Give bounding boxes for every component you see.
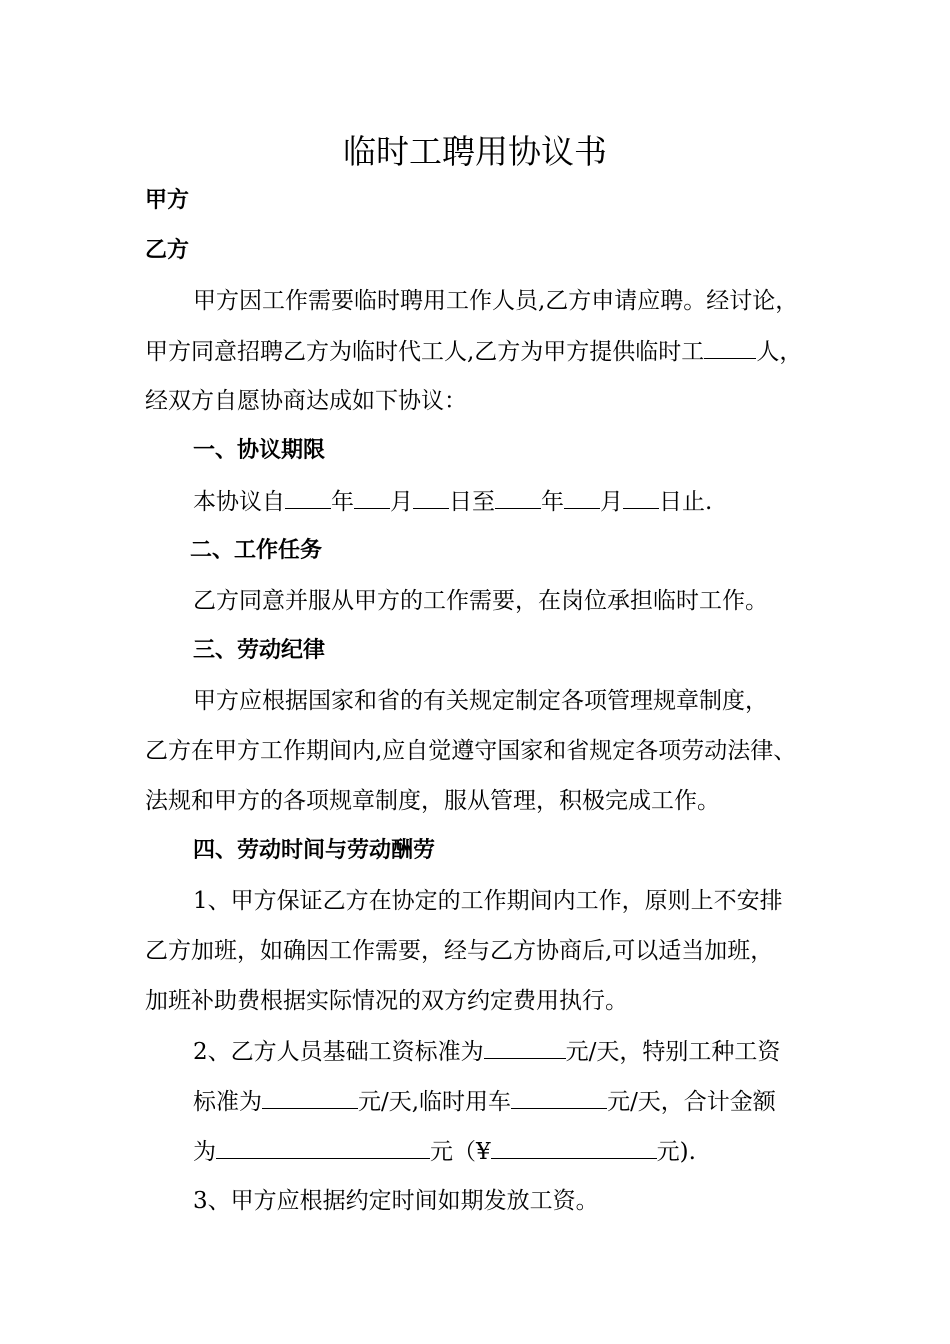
intro-line-1: 甲方因工作需要临时聘用工作人员,乙方申请应聘。经讨论， — [193, 288, 799, 314]
start-day-blank — [413, 486, 449, 509]
section-4-p2-line-1 — [193, 1036, 893, 1067]
vehicle-text: 元/天,临时用车 — [358, 1089, 512, 1115]
document-title: 临时工聘用协议书 — [343, 132, 607, 171]
section-4-p1-line-3: 加班补助费根据实际情况的双方约定费用执行。 — [145, 988, 628, 1014]
term-text-end: 日止. — [659, 489, 713, 515]
section-4-p2-line-2 — [193, 1086, 893, 1117]
section-4-p1-line-1: 1、甲方保证乙方在协定的工作期间内工作，原则上不安排 — [193, 888, 783, 914]
section-4-heading: 四、劳动时间与劳动酬劳 — [193, 838, 436, 863]
standard-text: 标准为 — [193, 1089, 262, 1115]
end-year-blank — [495, 486, 541, 509]
start-month-blank — [354, 486, 390, 509]
intro-line-2-text: 甲方同意招聘乙方为临时代工人,乙方为甲方提供临时工 — [145, 339, 705, 365]
section-2-body: 乙方同意并服从甲方的工作需要，在岗位承担临时工作。 — [193, 588, 768, 614]
section-1-body — [193, 486, 893, 517]
end-day-blank — [623, 486, 659, 509]
start-year-blank — [285, 486, 331, 509]
section-4-p3: 3、甲方应根据约定时间如期发放工资。 — [193, 1188, 599, 1214]
intro-line-2 — [145, 336, 845, 367]
intro-line-2-end: 人， — [756, 339, 803, 365]
worker-count-blank — [704, 336, 756, 359]
special-wage-text: 元/天，特别工种工资 — [565, 1039, 781, 1065]
intro-line-3: 经双方自愿协商达成如下协议： — [145, 388, 467, 414]
total-yuan-text: 元（¥ — [430, 1139, 491, 1165]
term-text-year: 年 — [331, 489, 354, 515]
section-3-line-1: 甲方应根据国家和省的有关规定制定各项管理规章制度， — [193, 688, 768, 714]
section-4-p1-line-2: 乙方加班，如确因工作需要，经与乙方协商后,可以适当加班， — [145, 938, 774, 964]
vehicle-fee-blank — [511, 1086, 607, 1109]
base-wage-blank — [484, 1036, 566, 1059]
section-3-line-2: 乙方在甲方工作期间内,应自觉遵守国家和省规定各项劳动法律、 — [145, 738, 797, 764]
total-amount-rmb-blank — [491, 1136, 657, 1159]
total-amount-prefix: 为 — [193, 1139, 216, 1165]
term-text-to: 日至 — [449, 489, 495, 515]
section-4-p2-line-3 — [193, 1136, 893, 1167]
section-3-heading: 三、劳动纪律 — [193, 638, 326, 663]
term-text-end-year: 年 — [541, 489, 564, 515]
term-text-from: 本协议自 — [193, 489, 285, 515]
end-month-blank — [564, 486, 600, 509]
total-text: 元/天，合计金额 — [607, 1089, 776, 1115]
term-text-end-month: 月 — [600, 489, 623, 515]
section-1-heading: 一、协议期限 — [193, 438, 326, 463]
total-amount-blank — [216, 1136, 430, 1159]
base-wage-text: 2、乙方人员基础工资标准为 — [193, 1039, 484, 1065]
term-text-month: 月 — [390, 489, 413, 515]
party-a-label: 甲方 — [145, 188, 190, 213]
section-3-line-3: 法规和甲方的各项规章制度，服从管理，积极完成工作。 — [145, 788, 720, 814]
section-2-heading: 二、工作任务 — [190, 538, 323, 563]
special-wage-blank — [262, 1086, 358, 1109]
total-close-text: 元). — [656, 1139, 696, 1165]
party-b-label: 乙方 — [145, 238, 190, 263]
